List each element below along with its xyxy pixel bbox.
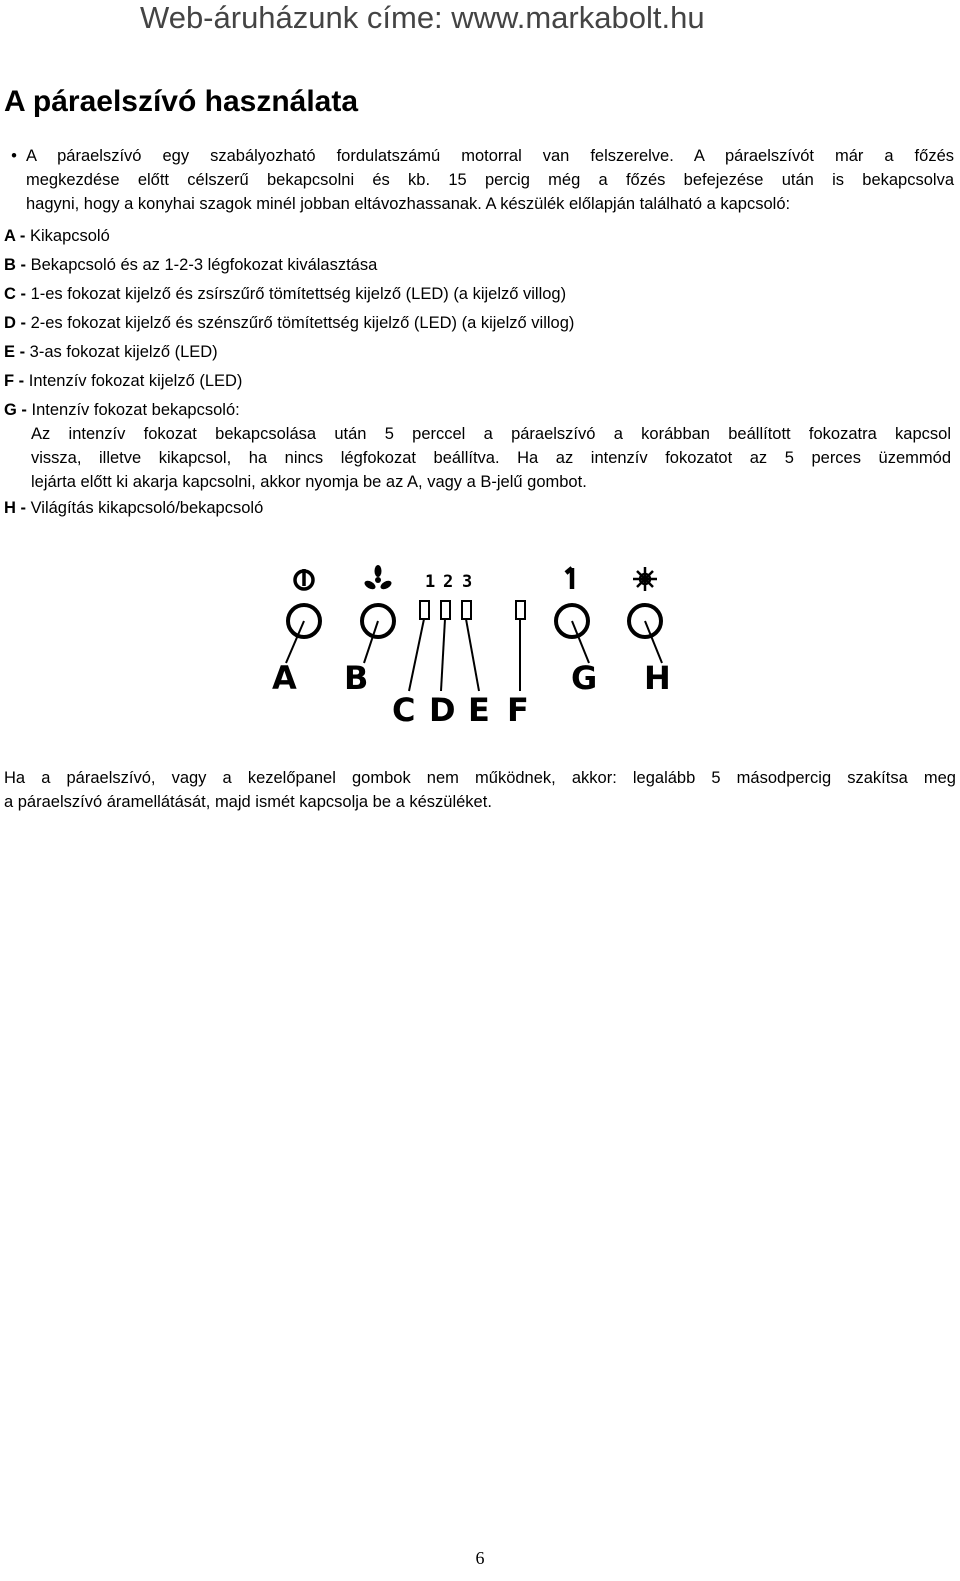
power-icon — [295, 569, 313, 589]
control-item-h — [4, 496, 263, 520]
control-key: B - — [4, 256, 26, 274]
control-key: F - — [4, 372, 25, 390]
note-line-1: Ha a páraelszívó, vagy a kezelőpanel gombok nem működnek, akkor: legalább 5 másodpercig szakítsa meg — [4, 769, 956, 787]
led-f — [516, 601, 525, 619]
control-item-b — [4, 253, 377, 277]
control-key: D - — [4, 314, 26, 332]
led-c — [420, 601, 429, 619]
intensive-mode-description — [31, 422, 951, 494]
diagram-label-c: C — [392, 691, 416, 729]
intensive-number: 1 — [557, 587, 558, 588]
control-text: Intenzív fokozat kijelző (LED) — [24, 372, 243, 390]
control-panel-svg — [244, 563, 709, 733]
diagram-label-a: A — [272, 659, 297, 697]
diagram-label-g: G — [571, 659, 598, 697]
control-key: G - — [4, 401, 27, 419]
diagram-label-b: B — [344, 659, 369, 697]
control-text: 3-as fokozat kijelző (LED) — [25, 343, 218, 361]
control-panel-diagram — [244, 563, 709, 733]
led-d — [441, 601, 450, 619]
intro-line-1: A páraelszívó egy szabályozható fordulatszámú motorral van felszerelve. A páraelszívót már a főzés — [26, 147, 954, 165]
diagram-label-e: E — [468, 691, 490, 729]
diagram-label-d: D — [429, 691, 456, 729]
control-item-a — [4, 224, 110, 248]
intro-line-2: megkezdése előtt célszerű bekapcsolni és kb. 15 percig még a főzés befejezése után is bekapcsolva — [26, 171, 954, 189]
g-desc-line-2: vissza, illetve kikapcsol, ha nincs légfokozat beállítva. Ha az intenzív fokozatot az 5 perces üzemmód — [31, 449, 951, 467]
control-item-d — [4, 311, 574, 335]
control-key: A - — [4, 227, 26, 245]
leader-c — [409, 619, 424, 691]
troubleshooting-note — [4, 766, 956, 814]
control-text: 1-es fokozat kijelző és zsírszűrő tömítettség kijelző (LED) (a kijelző villog) — [26, 285, 567, 303]
speed-number-2: 2 — [443, 572, 454, 592]
control-key: E - — [4, 343, 26, 361]
site-header: Web-áruházunk címe: www.markabolt.hu — [140, 0, 705, 35]
diagram-label-h: H — [644, 659, 671, 697]
diagram-label-f: F — [507, 691, 529, 729]
control-item-f — [4, 369, 242, 393]
speed-number-1: 1 — [425, 572, 436, 592]
control-text: Világítás kikapcsoló/bekapcsoló — [26, 499, 264, 517]
control-key: C - — [4, 285, 26, 303]
page-number: 6 — [475, 1548, 485, 1568]
fan-icon — [363, 565, 393, 591]
control-text: 2-es fokozat kijelző és szénszűrő tömítettség kijelző (LED) (a kijelző villog) — [26, 314, 575, 332]
control-item-g — [4, 398, 240, 422]
control-text: Kikapcsoló — [25, 227, 110, 245]
control-key: H - — [4, 499, 26, 517]
g-desc-line-1: Az intenzív fokozat bekapcsolása után 5 perccel a páraelszívó a korábban beállított fokozatra kapcsol — [31, 425, 951, 443]
control-item-e — [4, 340, 218, 364]
leader-d — [441, 619, 445, 691]
intro-line-3: hagyni, hogy a konyhai szagok minél jobban eltávozhassanak. A készülék előlapján található a kapcsoló: — [26, 195, 791, 213]
g-desc-line-3: lejárta előtt ki akarja kapcsolni, akkor nyomja be az A, vagy a B-jelű gombot. — [31, 473, 587, 491]
light-icon — [633, 567, 657, 591]
speed-number-3: 3 — [462, 572, 473, 592]
control-text: Intenzív fokozat bekapcsoló: — [26, 401, 240, 419]
intensive-icon — [566, 568, 572, 589]
leader-e — [466, 619, 479, 691]
note-line-2: a páraelszívó áramellátását, majd ismét kapcsolja be a készüléket. — [4, 793, 492, 811]
led-e — [462, 601, 471, 619]
page-title: A páraelszívó használata — [4, 85, 359, 118]
bullet-icon: • — [11, 147, 17, 165]
control-item-c — [4, 282, 566, 306]
control-text: Bekapcsoló és az 1-2-3 légfokozat kiválasztása — [26, 256, 378, 274]
